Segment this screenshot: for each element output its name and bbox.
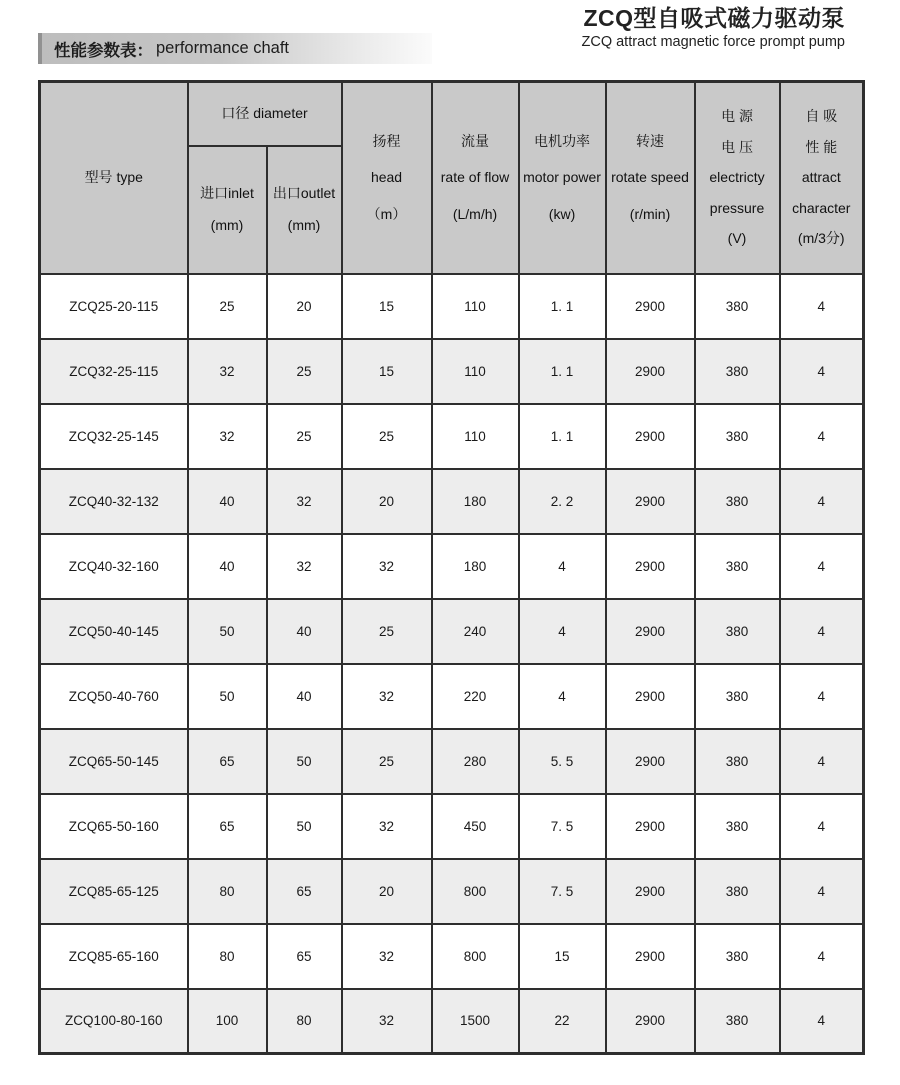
header-line: 性 能	[805, 138, 838, 155]
value-cell: 2900	[606, 534, 695, 599]
col-header-outlet	[267, 146, 342, 274]
value-cell: 380	[695, 599, 780, 664]
page-subtitle: ZCQ attract magnetic force prompt pump	[581, 34, 845, 51]
value-cell: 40	[188, 469, 267, 534]
header-line: head	[370, 169, 403, 185]
value-cell: 4	[780, 794, 864, 859]
value-cell: 32	[342, 924, 432, 989]
value-cell: 380	[695, 664, 780, 729]
value-cell: 2900	[606, 664, 695, 729]
table-row	[40, 339, 864, 404]
col-header-inlet	[188, 146, 267, 274]
value-cell: 80	[188, 859, 267, 924]
value-cell: 110	[432, 404, 519, 469]
col-header-rotate-speed	[606, 82, 695, 274]
value-cell: 4	[519, 664, 606, 729]
value-cell: 5. 5	[519, 729, 606, 794]
value-cell: 380	[695, 924, 780, 989]
value-cell: 4	[780, 339, 864, 404]
value-cell: 25	[267, 339, 342, 404]
model-cell: ZCQ40-32-160	[40, 534, 188, 599]
table-row	[40, 404, 864, 469]
value-cell: 180	[432, 534, 519, 599]
value-cell: 50	[188, 599, 267, 664]
value-cell: 2900	[606, 599, 695, 664]
value-cell: 65	[267, 859, 342, 924]
value-cell: 4	[780, 859, 864, 924]
value-cell: 32	[342, 664, 432, 729]
value-cell: 25	[188, 274, 267, 339]
value-cell: 25	[342, 404, 432, 469]
table-row	[40, 469, 864, 534]
value-cell: 65	[267, 924, 342, 989]
header-line: character	[792, 199, 851, 216]
value-cell: 7. 5	[519, 794, 606, 859]
header-line: rate of flow	[440, 169, 510, 185]
header-line: 进口inlet	[200, 185, 254, 201]
value-cell: 110	[432, 274, 519, 339]
value-cell: 380	[695, 729, 780, 794]
title-block	[581, 5, 845, 50]
header-line: (m/3分)	[797, 230, 845, 246]
header-line: 流量	[461, 132, 490, 149]
value-cell: 20	[342, 859, 432, 924]
spec-table	[38, 80, 865, 1055]
header-line: 电 压	[721, 138, 753, 155]
model-cell: ZCQ85-65-125	[40, 859, 188, 924]
value-cell: 1. 1	[519, 404, 606, 469]
table-row	[40, 729, 864, 794]
value-cell: 20	[267, 274, 342, 339]
table-row	[40, 599, 864, 664]
value-cell: 4	[780, 599, 864, 664]
value-cell: 4	[780, 469, 864, 534]
value-cell: 220	[432, 664, 519, 729]
table-row	[40, 859, 864, 924]
header-line: 口径 diameter	[221, 105, 308, 121]
header-line: 自 吸	[805, 108, 838, 124]
value-cell: 25	[342, 729, 432, 794]
col-header-self-priming	[780, 82, 864, 274]
section-heading	[38, 33, 432, 64]
value-cell: 4	[780, 404, 864, 469]
header-line: （m）	[366, 205, 407, 222]
value-cell: 40	[188, 534, 267, 599]
value-cell: 240	[432, 599, 519, 664]
value-cell: 25	[342, 599, 432, 664]
value-cell: 2900	[606, 859, 695, 924]
table-row	[40, 534, 864, 599]
value-cell: 4	[780, 924, 864, 989]
header-line: (V)	[727, 230, 747, 246]
value-cell: 32	[342, 989, 432, 1054]
col-header-motor-power	[519, 82, 606, 274]
value-cell: 65	[188, 729, 267, 794]
header-line: (r/min)	[629, 205, 671, 222]
header-line: pressure	[709, 199, 765, 216]
value-cell: 32	[267, 534, 342, 599]
col-header-head	[342, 82, 432, 274]
value-cell: 4	[780, 664, 864, 729]
header-line: (kw)	[548, 205, 576, 222]
value-cell: 1. 1	[519, 339, 606, 404]
value-cell: 32	[188, 339, 267, 404]
value-cell: 32	[342, 534, 432, 599]
col-header-type	[40, 82, 188, 274]
value-cell: 15	[342, 274, 432, 339]
col-header-flow	[432, 82, 519, 274]
value-cell: 50	[267, 794, 342, 859]
model-cell: ZCQ40-32-132	[40, 469, 188, 534]
value-cell: 2900	[606, 469, 695, 534]
value-cell: 2900	[606, 989, 695, 1054]
table-row	[40, 274, 864, 339]
value-cell: 100	[188, 989, 267, 1054]
model-cell: ZCQ25-20-115	[40, 274, 188, 339]
header-line: 电机功率	[534, 132, 591, 149]
header-line: 扬程	[372, 132, 401, 149]
value-cell: 380	[695, 404, 780, 469]
spec-table-header	[40, 82, 864, 274]
header-line: rotate speed	[611, 169, 689, 185]
col-header-voltage	[695, 82, 780, 274]
value-cell: 4	[780, 729, 864, 794]
table-row	[40, 664, 864, 729]
value-cell: 4	[780, 274, 864, 339]
value-cell: 7. 5	[519, 859, 606, 924]
value-cell: 15	[342, 339, 432, 404]
header-line: 型号 type	[84, 169, 143, 185]
value-cell: 2900	[606, 924, 695, 989]
value-cell: 800	[432, 859, 519, 924]
section-heading-en: performance chaft	[156, 39, 289, 57]
value-cell: 2900	[606, 404, 695, 469]
header-line: (mm)	[287, 216, 321, 233]
value-cell: 380	[695, 859, 780, 924]
header-line: 出口outlet	[272, 185, 336, 201]
table-row	[40, 924, 864, 989]
model-cell: ZCQ32-25-115	[40, 339, 188, 404]
value-cell: 380	[695, 794, 780, 859]
value-cell: 2900	[606, 794, 695, 859]
value-cell: 2. 2	[519, 469, 606, 534]
table-row	[40, 794, 864, 859]
header-line: (mm)	[210, 216, 244, 233]
model-cell: ZCQ65-50-145	[40, 729, 188, 794]
value-cell: 2900	[606, 274, 695, 339]
header-line: attract	[801, 169, 841, 185]
value-cell: 65	[188, 794, 267, 859]
value-cell: 32	[267, 469, 342, 534]
value-cell: 380	[695, 469, 780, 534]
value-cell: 50	[188, 664, 267, 729]
value-cell: 32	[188, 404, 267, 469]
value-cell: 2900	[606, 339, 695, 404]
header-line: motor power	[523, 169, 601, 185]
value-cell: 1. 1	[519, 274, 606, 339]
model-cell: ZCQ32-25-145	[40, 404, 188, 469]
value-cell: 4	[519, 534, 606, 599]
value-cell: 80	[267, 989, 342, 1054]
value-cell: 32	[342, 794, 432, 859]
table-row	[40, 989, 864, 1054]
value-cell: 80	[188, 924, 267, 989]
value-cell: 40	[267, 664, 342, 729]
value-cell: 380	[695, 339, 780, 404]
value-cell: 280	[432, 729, 519, 794]
model-cell: ZCQ65-50-160	[40, 794, 188, 859]
value-cell: 800	[432, 924, 519, 989]
spec-table-body	[40, 274, 864, 1054]
header-line: 转速	[636, 132, 665, 149]
value-cell: 20	[342, 469, 432, 534]
value-cell: 180	[432, 469, 519, 534]
col-header-diameter	[188, 82, 342, 146]
value-cell: 4	[519, 599, 606, 664]
section-heading-zh: 性能参数表：	[54, 41, 153, 60]
model-cell: ZCQ85-65-160	[40, 924, 188, 989]
value-cell: 25	[267, 404, 342, 469]
value-cell: 110	[432, 339, 519, 404]
value-cell: 4	[780, 534, 864, 599]
header-line: 电 源	[721, 108, 753, 124]
model-cell: ZCQ50-40-760	[40, 664, 188, 729]
value-cell: 380	[695, 534, 780, 599]
header-line: (L/m/h)	[452, 205, 498, 222]
value-cell: 15	[519, 924, 606, 989]
value-cell: 380	[695, 274, 780, 339]
value-cell: 22	[519, 989, 606, 1054]
model-cell: ZCQ50-40-145	[40, 599, 188, 664]
value-cell: 4	[780, 989, 864, 1054]
value-cell: 40	[267, 599, 342, 664]
value-cell: 1500	[432, 989, 519, 1054]
model-cell: ZCQ100-80-160	[40, 989, 188, 1054]
value-cell: 450	[432, 794, 519, 859]
value-cell: 2900	[606, 729, 695, 794]
value-cell: 50	[267, 729, 342, 794]
header-line: electricty	[709, 169, 765, 185]
value-cell: 380	[695, 989, 780, 1054]
page-title: ZCQ型自吸式磁力驱动泵	[583, 5, 845, 31]
